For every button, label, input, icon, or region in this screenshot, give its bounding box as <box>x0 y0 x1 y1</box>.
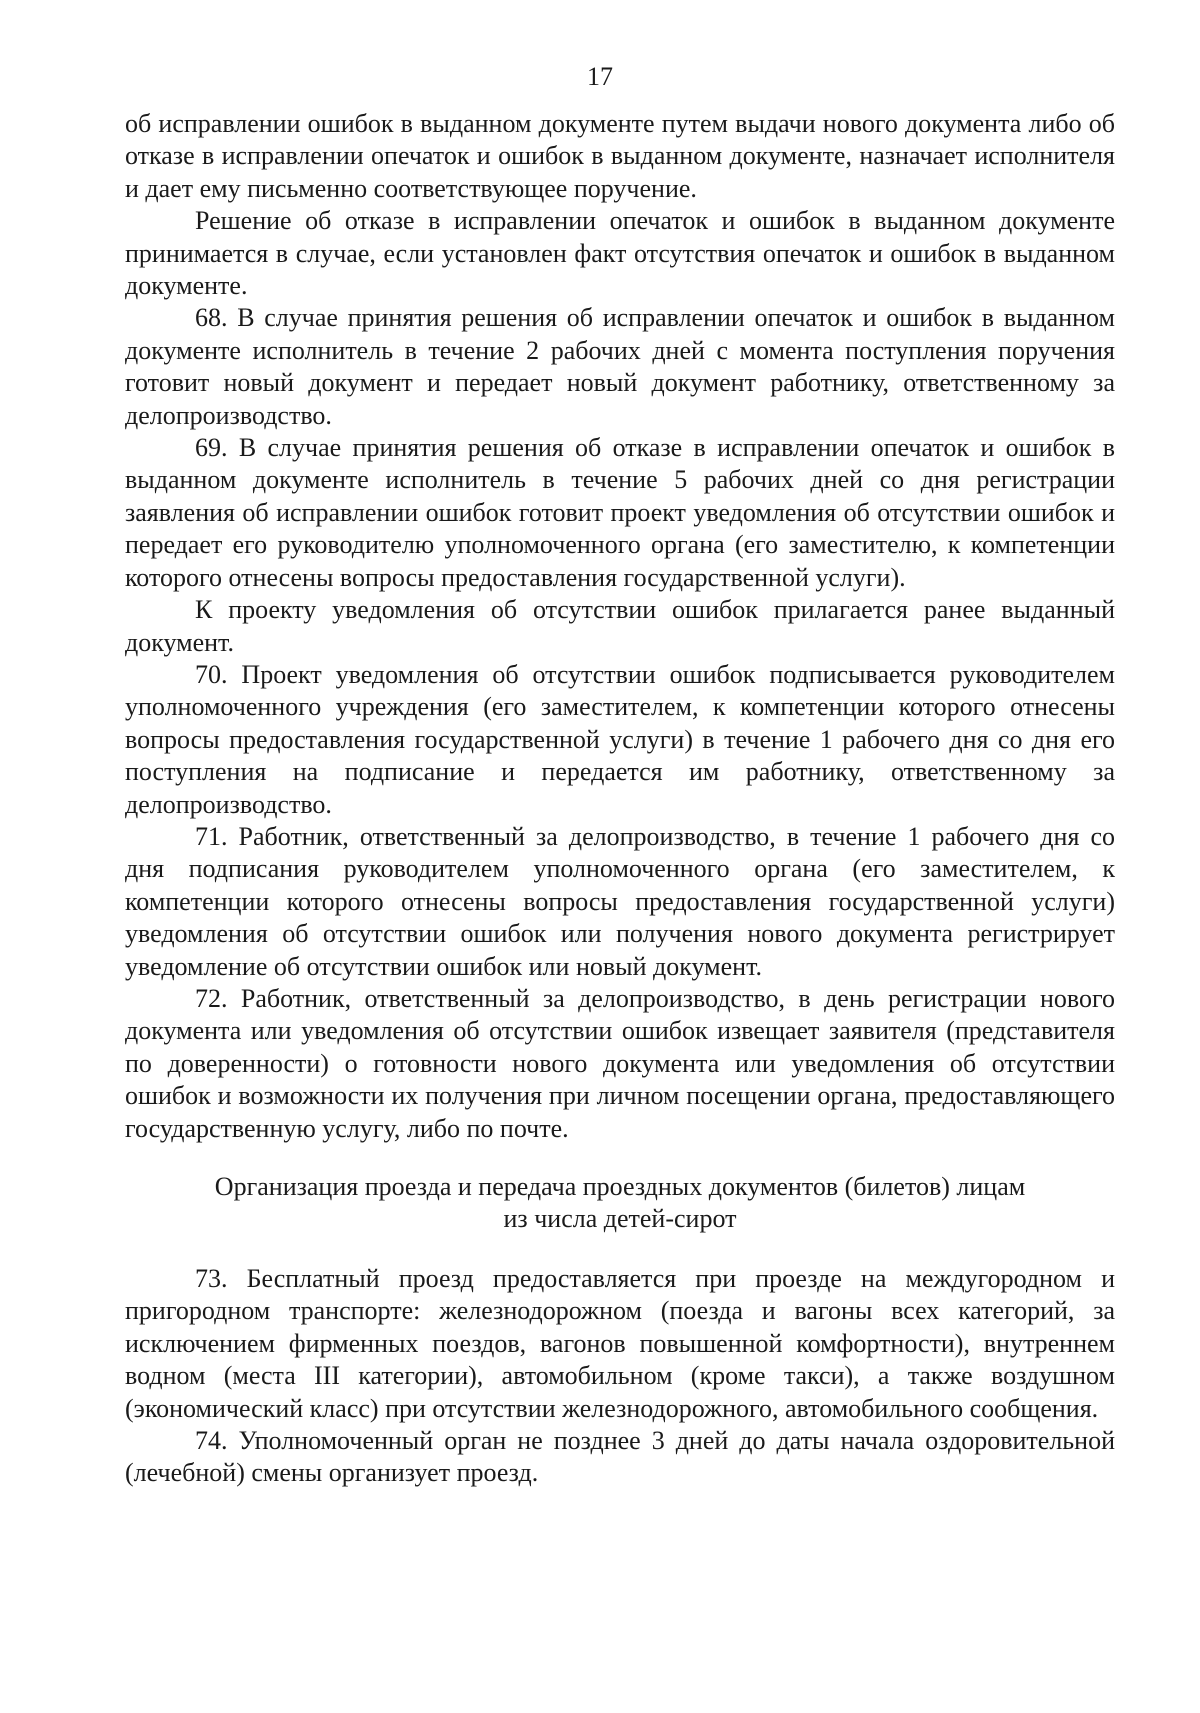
paragraph-71: 71. Работник, ответственный за делопроизводство, в течение 1 рабочего дня со дня подписания руководителем уполномоченного органа (его заместителем, к компетенции которого отнесены вопросы предоставления государственной услуги) уведомления об отсутствии ошибок или получения нового документа регистрирует уведомление об отсутствии ошибок или новый документ. <box>125 821 1115 981</box>
paragraph-70: 70. Проект уведомления об отсутствии ошибок подписывается руководителем уполномоченного учреждения (его заместителем, к компетенции которого отнесены вопросы предоставления государственной услуги) в течение 1 рабочего дня со дня его поступления на подписание и передается им работнику, ответственному за делопроизводство. <box>125 659 1115 819</box>
paragraph-refusal-decision: Решение об отказе в исправлении опечаток и ошибок в выданном документе принимается в случае, если установлен факт отсутствия опечаток и ошибок в выданном документе. <box>125 206 1115 301</box>
paragraph-69: 69. В случае принятия решения об отказе в исправлении опечаток и ошибок в выданном документе исполнитель в течение 5 рабочих дней со дня регистрации заявления об исправлении ошибок готовит проект уведомления об отсутствии ошибок и передает его руководителю уполномоченного органа (его заместителю, к компетенции которого отнесены вопросы предоставления государственной услуги). <box>125 433 1115 592</box>
section-heading <box>125 1171 1115 1235</box>
paragraph-73: 73. Бесплатный проезд предоставляется при проезде на междугородном и пригородном транспорте: железнодорожном (поезда и вагоны всех категорий, за исключением фирменных поездов, вагонов повышенной комфортности), внутреннем водном (места III категории), автомобильном (кроме такси), а также воздушном (экономический класс) при отсутствии железнодорожного, автомобильного сообщения. <box>125 1264 1115 1423</box>
paragraph-68: 68. В случае принятия решения об исправлении опечаток и ошибок в выданном документе исполнитель в течение 2 рабочих дней с момента поступления поручения готовит новый документ и передает новый документ работнику, ответственному за делопроизводство. <box>125 303 1115 430</box>
paragraph-74: 74. Уполномоченный орган не позднее 3 дней до даты начала оздоровительной (лечебной) смены организует проезд. <box>125 1426 1115 1488</box>
section-heading-line-1: Организация проезда и передача проездных документов (билетов) лицам <box>214 1172 1026 1201</box>
paragraph-attachment: К проекту уведомления об отсутствии ошибок прилагается ранее выданный документ. <box>125 595 1115 657</box>
paragraph-continuation: об исправлении ошибок в выданном документе путем выдачи нового документа либо об отказе в исправлении опечаток и ошибок в выданном документе, назначает исполнителя и дает ему письменно соответствующее поручение. <box>125 109 1115 203</box>
section-heading-line-2: из числа детей-сирот <box>503 1204 737 1233</box>
page-number: 17 <box>587 62 613 91</box>
paragraph-72: 72. Работник, ответственный за делопроизводство, в день регистрации нового документа или уведомления об отсутствии ошибок извещает заявителя (представителя по доверенности) о готовности нового документа или уведомления об отсутствии ошибок и возможности их получения при личном посещении органа, предоставляющего государственную услугу, либо по почте. <box>125 983 1115 1143</box>
document-body <box>125 108 1115 1490</box>
